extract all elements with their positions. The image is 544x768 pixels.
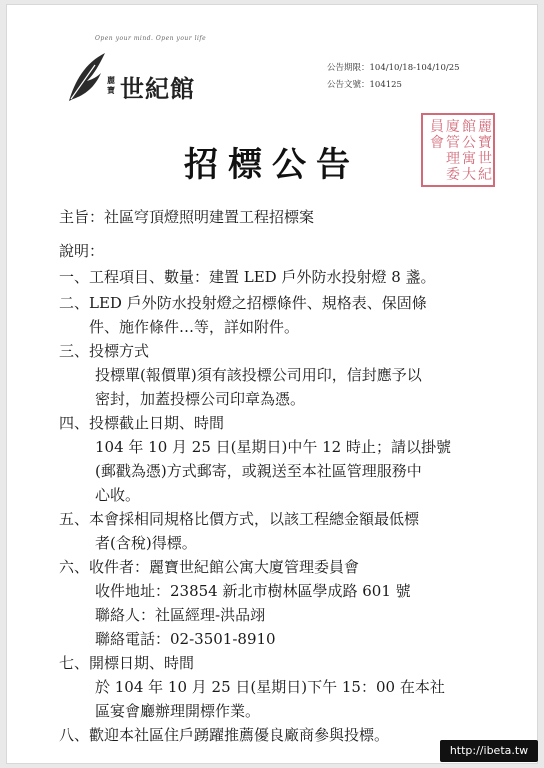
- body-line: 密封，加蓋投標公司印章為憑。: [95, 390, 306, 408]
- explain-label: 說明：: [59, 242, 105, 260]
- feather-logo-icon: [65, 51, 109, 103]
- body-line: 件、施作條件…等，詳如附件。: [89, 318, 300, 336]
- announce-period-row: [327, 60, 460, 77]
- seal-column: 員會: [430, 119, 444, 151]
- body-line: 聯絡電話：02-3501-8910: [95, 630, 276, 648]
- logo-brand-main: 世紀館: [120, 74, 195, 103]
- body-line: 八、歡迎本社區住戶踴躍推薦優良廠商參與投標。: [59, 726, 390, 744]
- logo-tagline: Open your mind. Open your life: [95, 35, 207, 42]
- doc-number-row: [327, 77, 460, 94]
- logo-brand-small: 麗寶: [107, 75, 115, 95]
- document-page: [6, 4, 538, 764]
- body-line: 心收。: [95, 486, 141, 504]
- body-line: 投標單(報價單)須有該投標公司用印，信封應予以: [95, 366, 422, 384]
- body-line: 五、本會採相同規格比價方式，以該工程總金額最低標: [59, 510, 420, 528]
- doc-number-value: 104125: [369, 80, 402, 90]
- body-line: 於 104 年 10 月 25 日(星期日)下午 15：00 在本社: [95, 678, 445, 696]
- body-line: (郵戳為憑)方式郵寄，或親送至本社區管理服務中: [95, 462, 422, 480]
- announcement-meta: [327, 60, 460, 94]
- body-line: 四、投標截止日期、時間: [59, 414, 225, 432]
- seal-column: 麗寶世紀: [478, 119, 492, 183]
- brand-logo: [65, 35, 215, 110]
- announce-period-value: 104/10/18-104/10/25: [369, 63, 460, 73]
- announce-period-label: 公告期限：: [327, 63, 370, 73]
- body-line: 六、收件者：麗寶世紀館公寓大廈管理委員會: [59, 558, 360, 576]
- body-line: 104 年 10 月 25 日(星期日)中午 12 時止；請以掛號: [95, 438, 451, 456]
- doc-number-label: 公告文號：: [327, 80, 370, 90]
- page-title: 招標公告: [184, 145, 360, 185]
- body-line: 收件地址：23854 新北市樹林區學成路 601 號: [95, 582, 411, 600]
- body-line: 聯絡人：社區經理-洪品翊: [95, 606, 266, 624]
- subject-line: 主旨：社區穹頂燈照明建置工程招標案: [59, 208, 315, 226]
- site-watermark: http://ibeta.tw: [440, 740, 538, 762]
- body-line: 三、投標方式: [59, 342, 150, 360]
- body-line: 一、工程項目、數量：建置 LED 戶外防水投射燈 8 盞。: [59, 268, 436, 286]
- seal-column: 館公寓大: [462, 119, 476, 183]
- body-line: 七、開標日期、時間: [59, 654, 195, 672]
- seal-column: 廈管理委: [446, 119, 460, 183]
- body-line: 二、LED 戶外防水投射燈之招標條件、規格表、保固條: [59, 294, 427, 312]
- body-line: 者(含稅)得標。: [95, 534, 197, 552]
- body-line: 區宴會廳辦理開標作業。: [95, 702, 261, 720]
